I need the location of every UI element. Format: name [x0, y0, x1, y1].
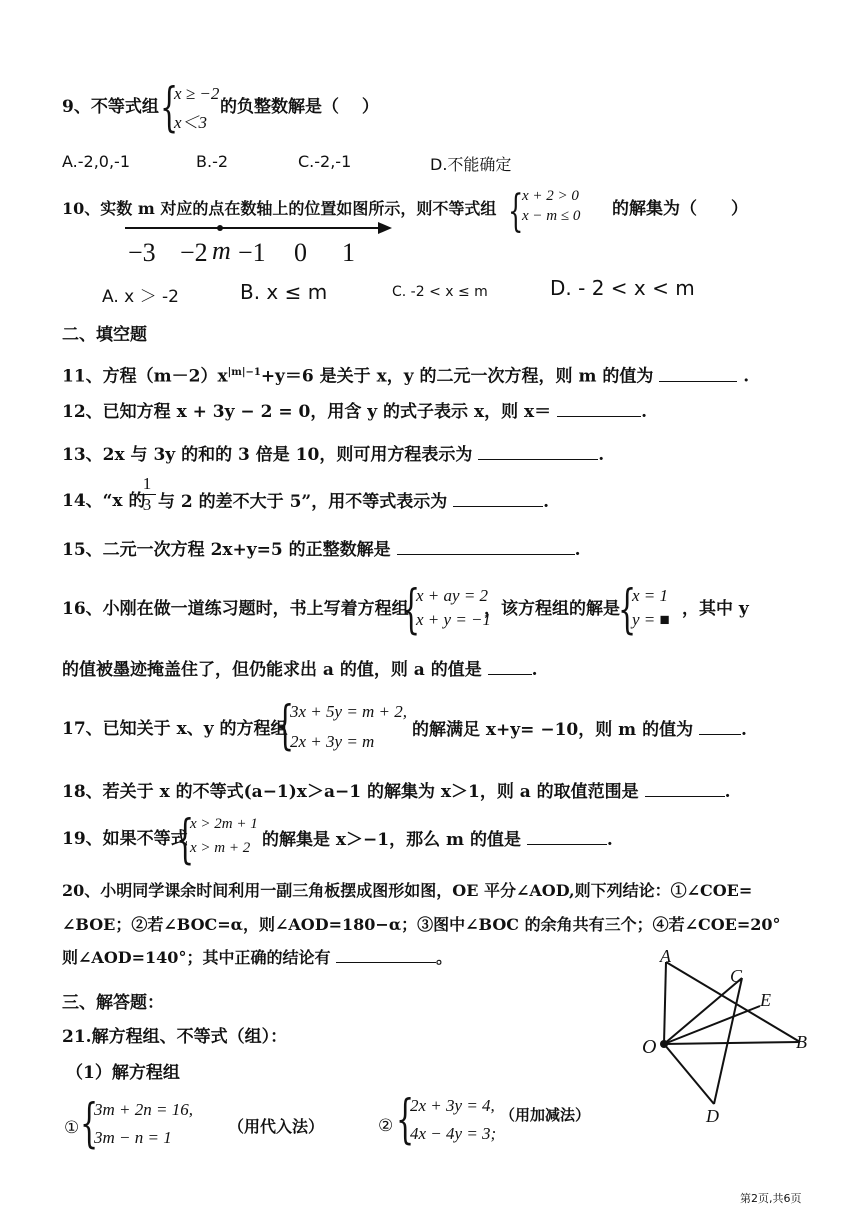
q11-text-2: +y＝6 是关于 x，y 的二元一次方程，则 m 的值为 — [260, 366, 654, 387]
q14-text-2: 与 2 的差不大于 5”，用不等式表示为 — [158, 492, 448, 512]
q14-fraction — [138, 474, 156, 515]
q18 — [62, 780, 731, 803]
q16-end: . — [531, 660, 538, 680]
q17-text-2: 的解满足 x+y= −10，则 m 的值为 — [412, 720, 694, 740]
q11-exponent: |m|−1 — [227, 367, 261, 378]
figure-label-a: A — [660, 946, 671, 966]
q21-part1-line2: 3m − n = 1 — [94, 1128, 172, 1147]
q14 — [158, 490, 549, 513]
q15-text: 15、二元一次方程 2x+y=5 的正整数解是 — [62, 540, 391, 560]
q9-option-a: A.-2,0,-1 — [62, 152, 131, 171]
q18-end: . — [724, 782, 731, 802]
q16-solution-line2: y = ■ — [632, 610, 670, 629]
segment-od — [664, 1044, 714, 1104]
q13 — [62, 443, 604, 466]
page-number: 第2页,共6页 — [740, 1192, 802, 1205]
q16-text-3: ，其中 y — [682, 599, 749, 619]
q10-suffix: 的解集为（ ） — [612, 199, 748, 219]
q20-line3-text: 则∠AOD=140°；其中正确的结论有 — [62, 948, 331, 967]
section-heading-solve: 三、解答题： — [62, 993, 164, 1013]
q12-answer-blank[interactable] — [557, 400, 641, 417]
q21-part1-label: ① — [64, 1118, 80, 1138]
q21-part2-line1: 2x + 3y = 4, — [410, 1096, 495, 1115]
q17-end: . — [741, 720, 747, 740]
q19-system-line1: x > 2m + 1 — [190, 816, 258, 832]
q16-text-2: ，该方程组的解是 — [484, 599, 620, 619]
q13-end: . — [598, 445, 605, 465]
q12-end: . — [641, 402, 647, 422]
q17-system-line2: 2x + 3y = m — [290, 732, 375, 751]
tick-label: −1 — [238, 238, 266, 267]
q15 — [62, 538, 581, 561]
q14-fraction-denominator: 3 — [138, 494, 156, 515]
tick-label: −2 — [180, 238, 208, 267]
tick-label-m: m — [212, 236, 231, 265]
q19-answer-blank[interactable] — [527, 828, 607, 845]
q16-system-line1: x + ay = 2 — [416, 586, 489, 605]
q14-text-1: 14、“x 的 — [62, 491, 146, 511]
tick-label: −3 — [128, 238, 156, 267]
number-line-arrow-icon — [378, 222, 392, 234]
triangle-figure — [630, 950, 820, 1130]
q21-part1-note: （用代入法） — [228, 1117, 325, 1136]
tick-label: 1 — [342, 238, 355, 267]
q9-system-line2: x＜3 — [174, 113, 208, 132]
q10-prefix: 10、实数 m 对应的点在数轴上的位置如图所示，则不等式组 — [62, 199, 497, 218]
q18-answer-blank[interactable] — [645, 780, 725, 797]
q21-part1-line1: 3m + 2n = 16, — [94, 1100, 193, 1119]
q20-line3 — [62, 946, 452, 969]
figure-label-c: C — [730, 966, 743, 986]
q19-text-2: 的解集是 x＞−1，那么 m 的值是 — [262, 830, 521, 850]
q14-end: . — [543, 492, 550, 512]
q11-answer-blank[interactable] — [659, 365, 737, 382]
q21-subtitle: （1）解方程组 — [66, 1063, 180, 1083]
q14-fraction-numerator: 1 — [142, 474, 152, 493]
q18-text: 18、若关于 x 的不等式(a−1)x＞a−1 的解集为 x＞1，则 a 的取值范围是 — [62, 782, 639, 802]
q11-end: . — [737, 366, 750, 387]
q17-system-line1: 3x + 5y = m + 2, — [290, 702, 408, 721]
q10-system-line1: x + 2 > 0 — [522, 188, 579, 204]
q17 — [412, 718, 747, 741]
q9-option-b: B.-2 — [196, 152, 229, 171]
q20-end: 。 — [436, 948, 453, 967]
number-line-point-m — [217, 225, 223, 231]
q19-end: . — [606, 830, 613, 850]
q10-system-line2: x − m ≤ 0 — [522, 208, 581, 224]
q10-option-d: D. - 2 < x < m — [550, 276, 695, 300]
q21-part2-label: ② — [378, 1116, 394, 1136]
figure-label-e: E — [760, 990, 771, 1010]
q17-answer-blank[interactable] — [699, 718, 741, 735]
q9-prefix: 9、不等式组 — [62, 97, 159, 117]
q16-system-line2: x + y = −1 — [416, 610, 492, 629]
section-heading-fill-in: 二、填空题 — [62, 325, 147, 345]
segment-oa — [664, 962, 666, 1044]
figure-label-b: B — [796, 1032, 807, 1052]
q21-title: 21.解方程组、不等式（组）： — [62, 1027, 288, 1047]
q14-answer-blank[interactable] — [453, 490, 543, 507]
q21-part2-line2: 4x − 4y = 3; — [410, 1124, 497, 1143]
q15-end: . — [574, 540, 581, 560]
tick-label: 0 — [294, 238, 307, 267]
q16-answer-blank[interactable] — [488, 658, 532, 675]
q17-text-1: 17、已知关于 x、y 的方程组 — [62, 719, 288, 739]
q12-text: 12、已知方程 x + 3y − 2 = 0，用含 y 的式子表示 x，则 x＝ — [62, 402, 552, 422]
q21-part2-note: （用加减法） — [500, 1106, 591, 1124]
q9-system-line1: x ≥ −2 — [174, 84, 220, 103]
q13-answer-blank[interactable] — [478, 443, 598, 460]
figure-label-d: D — [706, 1106, 719, 1126]
q9-option-d: D.不能确定 — [430, 155, 512, 174]
q19-text-1: 19、如果不等式 — [62, 829, 188, 849]
q11 — [62, 362, 749, 388]
q16-solution-line1: x = 1 — [632, 586, 669, 605]
segment-oe — [664, 1006, 760, 1044]
q10-option-a: A. x ＞ -2 — [102, 287, 179, 307]
q12 — [62, 400, 647, 423]
q9-option-c: C.-2,-1 — [298, 152, 352, 171]
q15-answer-blank[interactable] — [397, 538, 575, 555]
q16-text-1: 16、小刚在做一道练习题时，书上写着方程组 — [62, 599, 409, 619]
q11-text: 11、方程（m－2）x — [62, 366, 228, 387]
q19 — [262, 828, 613, 851]
q20-line2: ∠BOE；②若∠BOC=α，则∠AOD=180−α；③图中∠BOC 的余角共有三个；④若∠COE=20° — [62, 915, 781, 934]
q20-answer-blank[interactable] — [336, 946, 436, 963]
figure-label-o: O — [642, 1036, 657, 1058]
q10-option-c: C. -2 < x ≤ m — [392, 284, 488, 300]
q20-line1: 20、小明同学课余时间利用一副三角板摆成图形如图，OE 平分∠AOD,则下列结论：①∠COE= — [62, 881, 753, 900]
q19-system-line2: x > m + 2 — [190, 840, 251, 856]
q10-option-b: B. x ≤ m — [240, 280, 328, 304]
q9-suffix: 的负整数解是（ ） — [220, 97, 379, 117]
q16-line2 — [62, 658, 538, 681]
q13-text: 13、2x 与 3y 的和的 3 倍是 10，则可用方程表示为 — [62, 445, 473, 465]
segment-ob — [664, 1042, 800, 1044]
q16-line2-text: 的值被墨迹掩盖住了，但仍能求出 a 的值，则 a 的值是 — [62, 660, 482, 680]
point-o — [660, 1040, 668, 1048]
